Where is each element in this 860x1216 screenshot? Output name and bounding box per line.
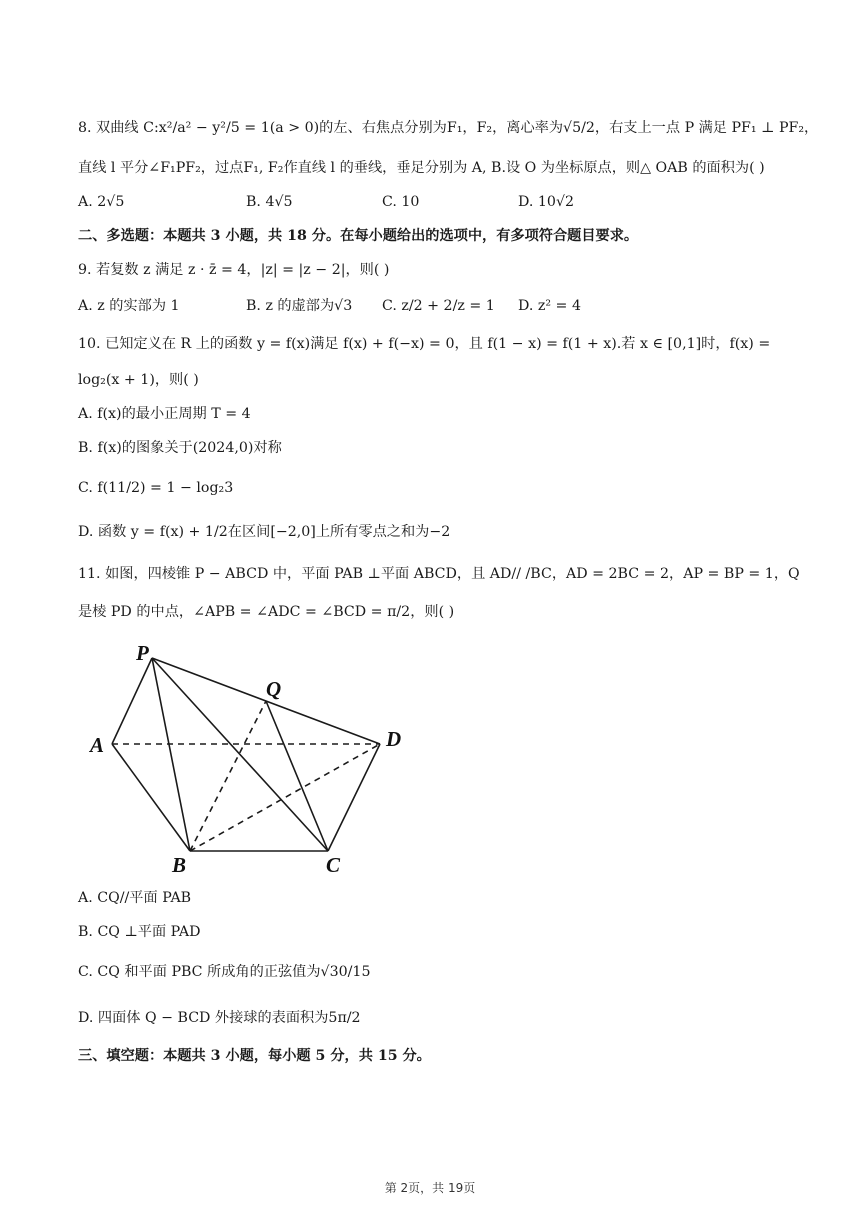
vertex-label-b: B	[172, 853, 187, 877]
q9-option-d: D. z² = 4	[518, 298, 581, 314]
q8-options	[78, 192, 778, 212]
q9-option-c: C. z/2 + 2/z = 1	[382, 298, 495, 314]
section-3-heading: 三、填空题：本题共 3 小题，每小题 5 分，共 15 分。	[78, 1048, 431, 1064]
q11-option-b: B. CQ ⊥平面 PAD	[78, 924, 201, 940]
pyramid-diagram	[86, 640, 426, 880]
q11-stem-line1: 11. 如图，四棱锥 P − ABCD 中，平面 PAB ⊥平面 ABCD，且 AD// /BC，AD = 2BC = 2，AP = BP = 1，Q	[78, 566, 800, 582]
edge-pb	[152, 658, 190, 851]
q11-stem-line2: 是棱 PD 的中点，∠APB = ∠ADC = ∠BCD = π/2，则( )	[78, 604, 455, 620]
q9-options	[78, 296, 778, 316]
vertex-label-a: A	[90, 733, 105, 757]
q8-stem-line2: 直线 l 平分∠F₁PF₂，过点F₁, F₂作直线 l 的垂线，垂足分别为 A, B.设 O 为坐标原点，则△ OAB 的面积为( )	[78, 160, 765, 176]
q8-stem-line1: 8. 双曲线 C:x²/a² − y²/5 = 1(a > 0)的左、右焦点分别为F₁，F₂，离心率为√5/2，右支上一点 P 满足 PF₁ ⊥ PF₂，	[78, 120, 819, 136]
edge-bd-hidden	[190, 744, 380, 851]
q11-option-d: D. 四面体 Q − BCD 外接球的表面积为5π/2	[78, 1010, 361, 1026]
q10-option-d: D. 函数 y = f(x) + 1/2在区间[−2,0]上所有零点之和为−2	[78, 524, 451, 540]
edge-bq-hidden	[190, 701, 266, 851]
pyramid-figure	[86, 640, 426, 884]
q8-option-b: B. 4√5	[246, 194, 293, 210]
q8-option-a: A. 2√5	[78, 194, 125, 210]
q11-option-a: A. CQ//平面 PAB	[78, 890, 192, 906]
edge-cd	[328, 744, 380, 851]
q10-stem-line2: log₂(x + 1)，则( )	[78, 372, 199, 388]
page-footer: 第 2页，共 19页	[384, 1181, 476, 1195]
vertex-label-d: D	[386, 727, 402, 751]
q10-stem-line1: 10. 已知定义在 R 上的函数 y = f(x)满足 f(x) + f(−x) = 0，且 f(1 − x) = f(1 + x).若 x ∈ [0,1]时，f(x) =	[78, 336, 771, 352]
q11-option-c: C. CQ 和平面 PBC 所成角的正弦值为√30/15	[78, 964, 371, 980]
q9-option-a: A. z 的实部为 1	[78, 298, 180, 314]
q10-option-a: A. f(x)的最小正周期 T = 4	[78, 406, 251, 422]
vertex-label-q: Q	[266, 677, 282, 701]
q8-option-c: C. 10	[382, 194, 420, 210]
vertex-label-p: P	[136, 641, 149, 665]
q9-option-b: B. z 的虚部为√3	[246, 298, 353, 314]
edge-pa	[112, 658, 152, 744]
q10-option-b: B. f(x)的图象关于(2024,0)对称	[78, 440, 282, 456]
edge-ab	[112, 744, 190, 851]
section-2-heading: 二、多选题：本题共 3 小题，共 18 分。在每小题给出的选项中，有多项符合题目要求。	[78, 228, 639, 244]
vertex-label-c: C	[326, 853, 341, 877]
edge-qc	[266, 701, 328, 851]
q9-stem: 9. 若复数 z 满足 z · z̄ = 4，|z| = |z − 2|，则( )	[78, 262, 390, 278]
q8-option-d: D. 10√2	[518, 194, 575, 210]
q10-option-c: C. f(11/2) = 1 − log₂3	[78, 480, 234, 496]
